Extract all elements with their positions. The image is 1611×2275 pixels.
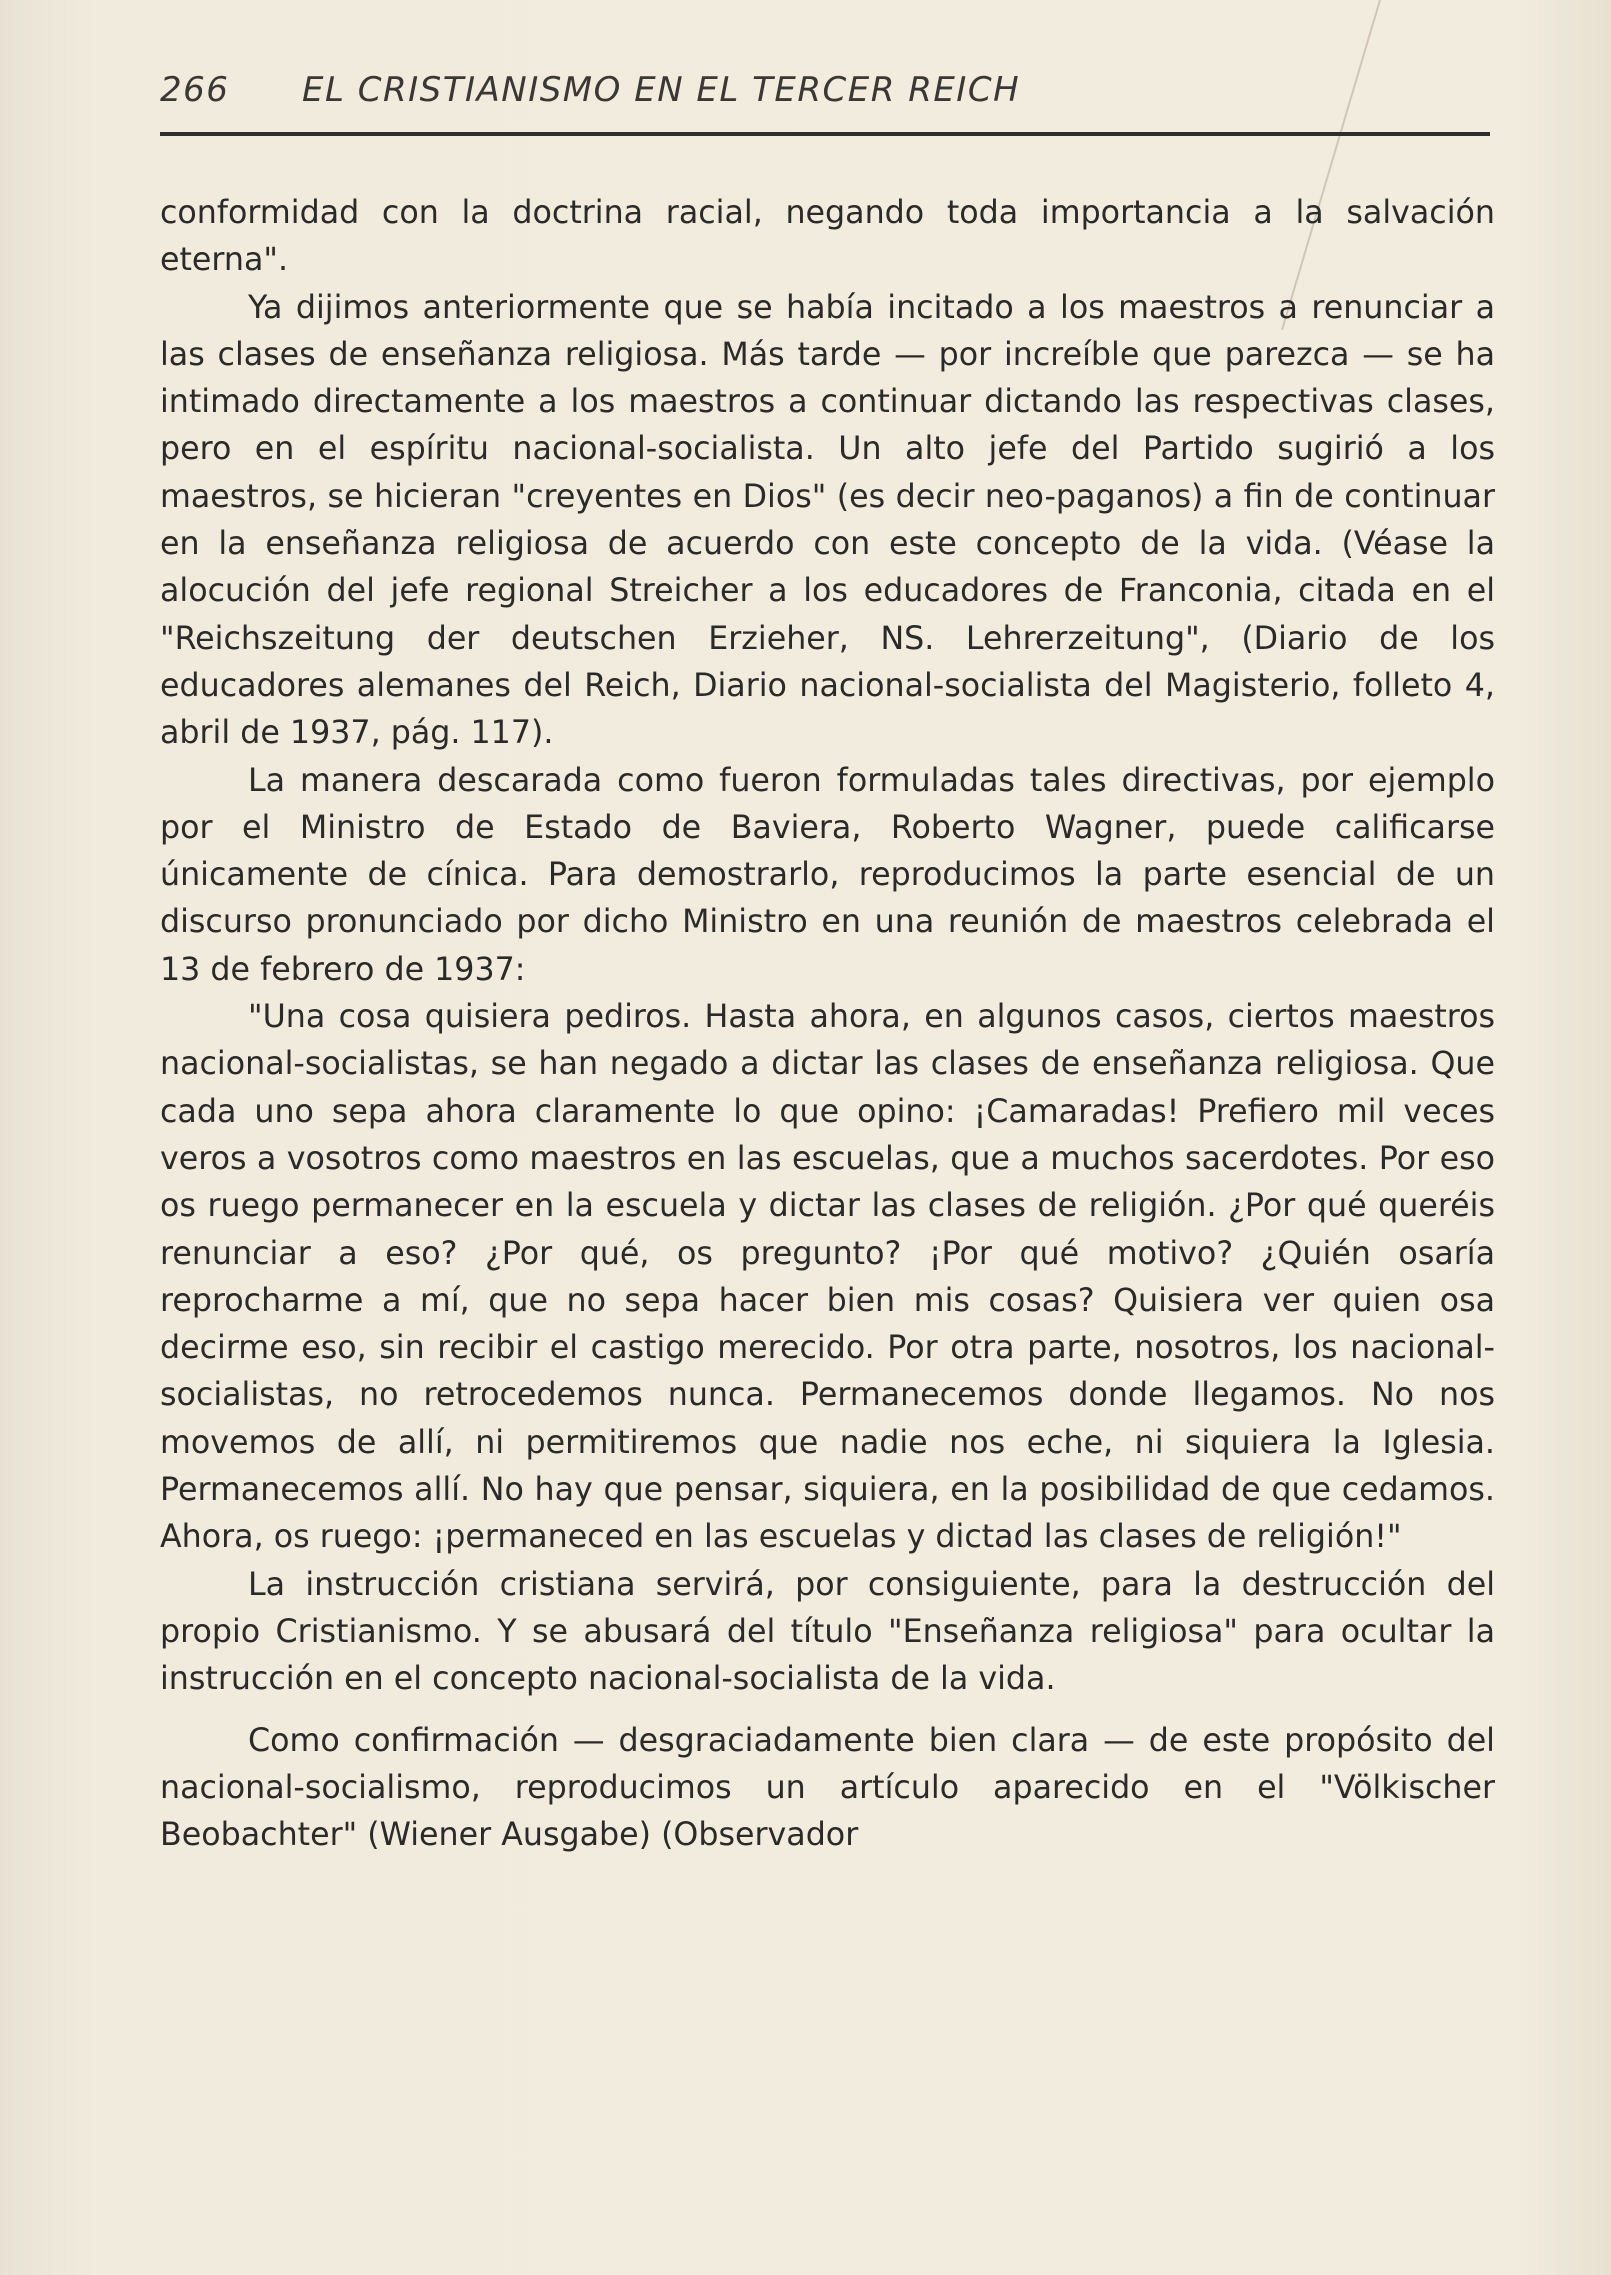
paragraph: La instrucción cristiana servirá, por consiguiente, para la destrucción del propio Cristianismo. Y se abusará del título "Enseñanza religiosa" para ocultar la instrucción en el concepto nacional-socialista de la vida. xyxy=(160,1566,1495,1698)
paragraph: Como confirmación — desgraciadamente bien clara — de este propósito del nacional-socialismo, reproducimos un artículo aparecido en el "Völkischer Beobachter" (Wiener Ausgabe) (Observador xyxy=(160,1722,1495,1854)
page-header xyxy=(160,70,1510,130)
paragraph: La manera descarada como fueron formuladas tales directivas, por ejemplo por el Ministro de Estado de Baviera, Roberto Wagner, puede calificarse únicamente de cínica. Para demostrarlo, reproducimos la parte esencial de un discurso pronunciado por dicho Ministro en una reunión de maestros celebrada el 13 de febrero de 1937: xyxy=(160,762,1495,988)
running-title: EL CRISTIANISMO EN EL TERCER REICH xyxy=(302,70,1021,110)
quoted-speech: "Una cosa quisiera pediros. Hasta ahora, en algunos casos, ciertos maestros nacional-socialistas, se han negado a dictar las clases de enseñanza religiosa. Que cada uno sepa ahora claramente lo que opino: ¡Camaradas! Prefiero mil veces veros a vosotros como maestros en las escuelas, que a muchos sacerdotes. Por eso os ruego permanecer en la escuela y dictar las clases de religión. ¿Por qué queréis renunciar a eso? ¿Por qué, os pregunto? ¡Por qué motivo? ¿Quién osaría reprocharme a mí, que no sepa hacer bien mis cosas? Quisiera ver quien osa decirme eso, sin recibir el castigo merecido. Por otra parte, nosotros, los nacional-socialistas, no retrocedemos nunca. Permanecemos donde llegamos. No nos movemos de allí, ni permitiremos que nadie nos eche, ni siquiera la Iglesia. Permanecemos allí. No hay que pensar, siquiera, en la posibilidad de que cedamos. Ahora, os ruego: ¡permaneced en las escuelas y dictad las clases de religión!" xyxy=(160,999,1495,1556)
body-text xyxy=(160,190,1495,1859)
header-rule xyxy=(160,132,1490,136)
page-number: 266 xyxy=(160,70,230,110)
paragraph: Ya dijimos anteriormente que se había incitado a los maestros a renunciar a las clases de enseñanza religiosa. Más tarde — por increíble que parezca — se ha intimado directamente a los maestros a continuar dictando las respectivas clases, pero en el espíritu nacional-socialista. Un alto jefe del Partido sugirió a los maestros, se hicieran "creyentes en Dios" (es decir neo-paganos) a fin de continuar en la enseñanza religiosa de acuerdo con este concepto de la vida. (Véase la alocución del jefe regional Streicher a los educadores de Franconia, citada en el "Reichszeitung der deutschen Erzieher, NS. Lehrerzeitung", (Diario de los educadores alemanes del Reich, Diario nacional-socialista del Magisterio, folleto 4, abril de 1937, pág. 117). xyxy=(160,289,1495,752)
paragraph: conformidad con la doctrina racial, negando toda importancia a la salvación eterna". xyxy=(160,195,1495,279)
